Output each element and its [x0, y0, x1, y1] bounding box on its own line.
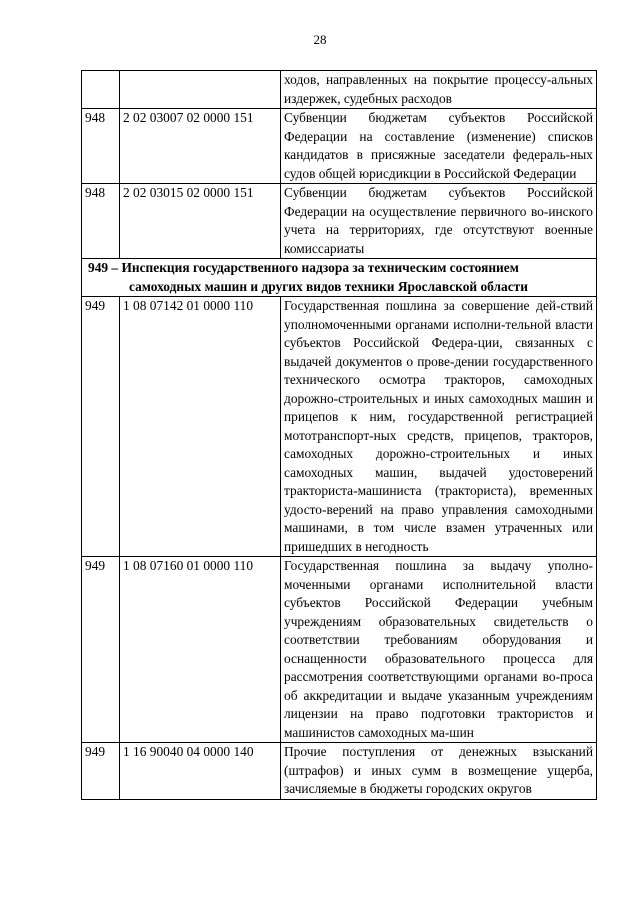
table-row [82, 557, 597, 743]
table-row [82, 184, 597, 259]
description-cell: Государственная пошлина за выдачу уполно-моченными органами исполнительной власти субъектов Российской Федерации учебным учреждениям образовательных свидетельств о соответствии требованиям оборудования и оснащенности образовательного процесса для рассмотрения соответствующими органами во-проса об аккредитации и выдаче указанным учреждениям лицензии на право подготовки трактористов и машинистов самоходных ма-шин [281, 557, 597, 743]
admin-code-cell: 949 [82, 297, 120, 557]
section-heading-cell [82, 259, 597, 297]
table-row [82, 743, 597, 800]
table-body [82, 71, 597, 800]
admin-code-cell [82, 71, 120, 109]
description-cell: ходов, направленных на покрытие процессу-альных издержек, судебных расходов [281, 71, 597, 109]
description-cell: Государственная пошлина за совершение дей-ствий уполномоченными органами исполни-тельной власти субъектов Российской Федера-ции, связанных с выдачей документов о прове-дении государственного технического осмотра тракторов, самоходных дорожно-строительных и иных самоходных машин и прицепов к ним, государственной регистрацией мототранспорт-ных средств, прицепов, тракторов, самоходных дорожно-строительных и иных самоходных машин, выдачей удостоверений тракториста-машиниста (тракториста), временных удосто-верений на право управления самоходными машинами, в том числе взамен утраченных или пришедших в негодность [281, 297, 597, 557]
description-cell: Субвенции бюджетам субъектов Российской Федерации на осуществление первичного во-инского учета на территориях, где отсутствуют военные комиссариаты [281, 184, 597, 259]
page-number: 28 [313, 32, 327, 47]
classification-code-cell: 2 02 03015 02 0000 151 [120, 184, 281, 259]
admin-code-cell: 948 [82, 109, 120, 184]
section-heading-row [82, 259, 597, 297]
table-row [82, 297, 597, 557]
table-row [82, 71, 597, 109]
classification-code-cell: 1 08 07142 01 0000 110 [120, 297, 281, 557]
section-heading-line1: 949 – Инспекция государственного надзора за техническим состоянием [88, 260, 519, 275]
admin-code-cell: 948 [82, 184, 120, 259]
classification-code-cell: 1 16 90040 04 0000 140 [120, 743, 281, 800]
description-cell: Прочие поступления от денежных взысканий (штрафов) и иных сумм в возмещение ущерба, зачисляемые в бюджеты городских округов [281, 743, 597, 800]
table-row [82, 109, 597, 184]
classification-code-cell [120, 71, 281, 109]
admin-code-cell: 949 [82, 557, 120, 743]
classification-code-cell: 1 08 07160 01 0000 110 [120, 557, 281, 743]
description-cell: Субвенции бюджетам субъектов Российской Федерации на составление (изменение) списков кандидатов в присяжные заседатели федераль-ных судов общей юрисдикции в Российской Федерации [281, 109, 597, 184]
revenue-codes-table [81, 70, 597, 800]
section-heading-line2: самоходных машин и других видов техники Ярославской области [129, 278, 528, 294]
classification-code-cell: 2 02 03007 02 0000 151 [120, 109, 281, 184]
admin-code-cell: 949 [82, 743, 120, 800]
